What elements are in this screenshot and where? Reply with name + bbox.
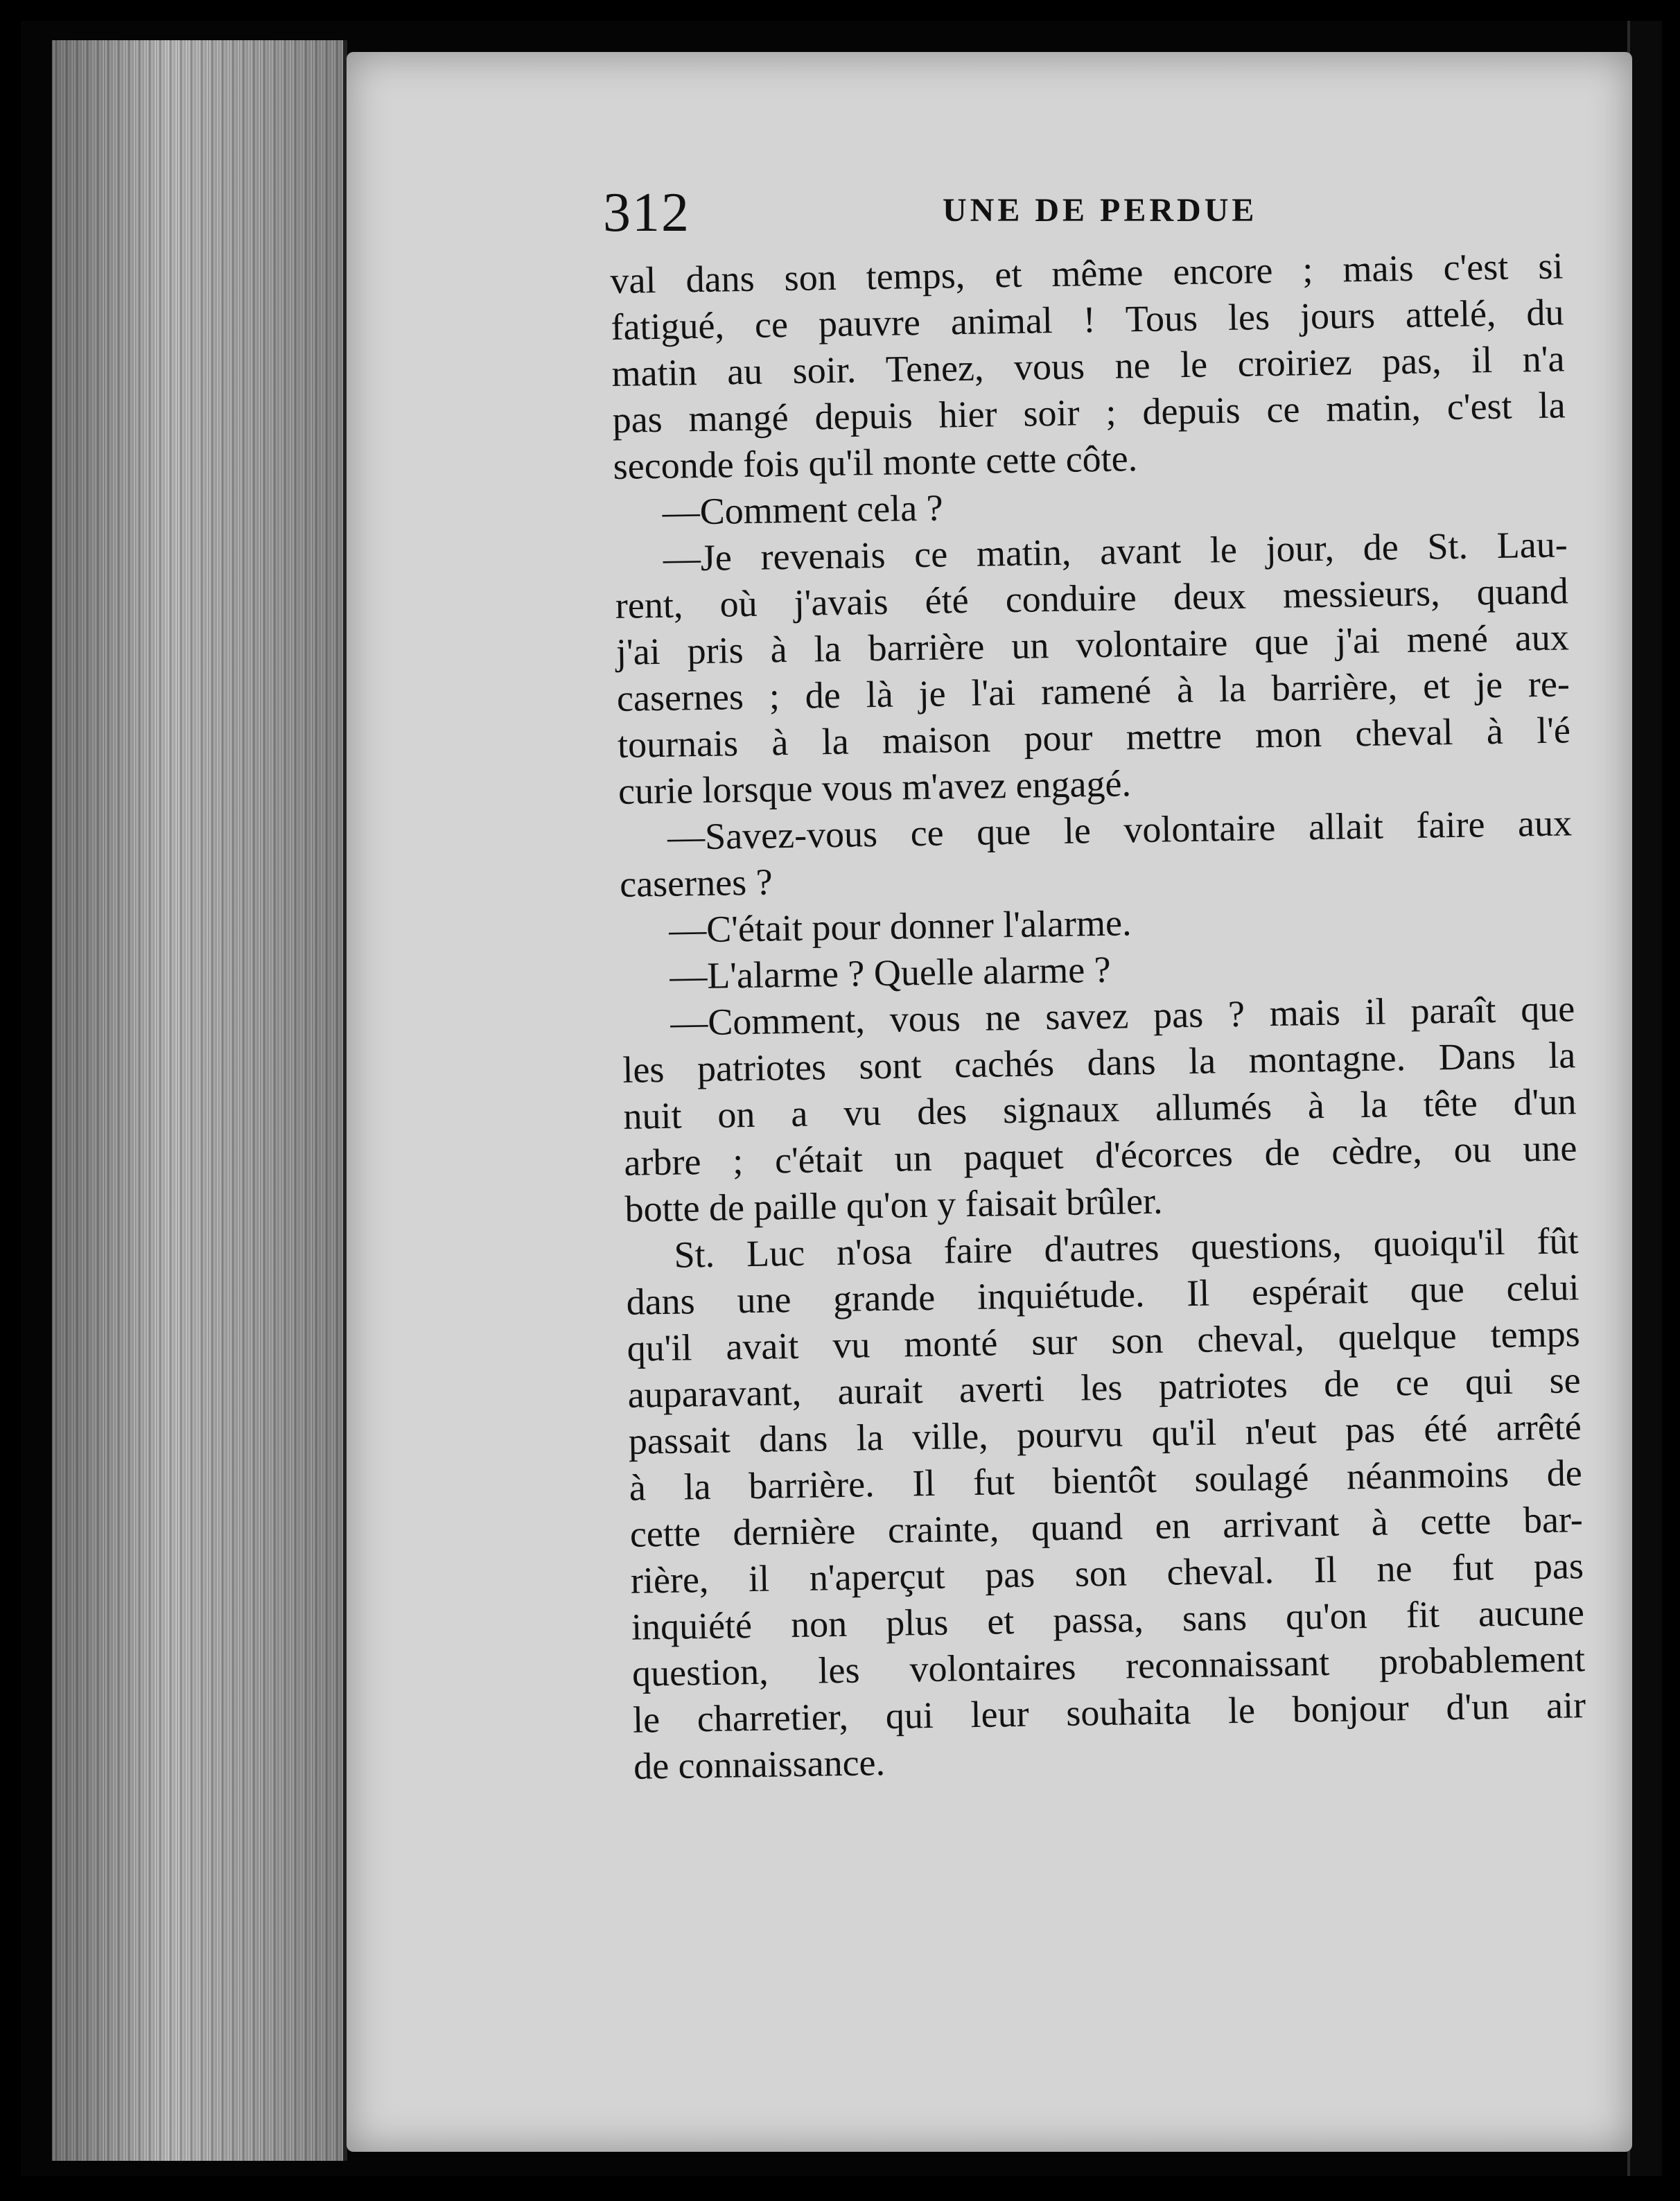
text-line: curie lorsque vous m'avez engagé.	[618, 762, 1132, 812]
text-line: rière, il n'aperçut pas son cheval. Il ne fut pas	[630, 1545, 1584, 1602]
text-line: question, les volontaires reconnaissant probablement	[631, 1638, 1586, 1694]
text-line: arbre ; c'était un paquet d'écorces de cèdre, ou une	[624, 1127, 1577, 1184]
text-line: le charretier, qui leur souhaita le bonjour d'un air	[632, 1684, 1586, 1741]
body-text	[610, 243, 1587, 1789]
text-line: qu'il avait vu monté sur son cheval, quelque temps	[627, 1313, 1581, 1369]
dialogue-line: —Comment, vous ne savez pas ? mais il paraît que	[670, 988, 1575, 1044]
text-line: nuit on a vu des signaux allumés à la tête d'un	[622, 1080, 1577, 1137]
dialogue-line: —L'alarme ? Quelle alarme ?	[669, 948, 1112, 997]
running-title: UNE DE PERDUE	[943, 192, 1258, 229]
text-line: casernes ; de là je l'ai ramené à la barrière, et je re-	[616, 663, 1570, 719]
text-line: rent, où j'avais été conduire deux messieurs, quand	[615, 570, 1569, 626]
text-line: tournais à la maison pour mettre mon cheval à l'é	[617, 709, 1571, 766]
text-line: auparavant, aurait averti les patriotes de ce qui se	[627, 1359, 1582, 1416]
text-line: à la barrière. Il fut bientôt soulagé néanmoins de	[629, 1452, 1583, 1509]
text-line: inquiété non plus et passa, sans qu'on fit aucune	[631, 1591, 1585, 1648]
text-line: j'ai pris à la barrière un volontaire que j'ai mené aux	[615, 616, 1570, 673]
paragraph-first-line: St. Luc n'osa faire d'autres questions, quoiqu'il fût	[674, 1220, 1579, 1276]
page-header	[603, 182, 1331, 244]
text-line: matin au soir. Tenez, vous ne le croiriez pas, il n'a	[611, 337, 1565, 394]
book-page-edges	[52, 40, 347, 2161]
page-number: 312	[603, 182, 690, 243]
text-line: fatigué, ce pauvre animal ! Tous les jours attelé, du	[611, 291, 1564, 348]
text-line: casernes ?	[619, 861, 773, 905]
text-line: les patriotes sont cachés dans la montagne. Dans la	[622, 1034, 1576, 1091]
text-line: pas mangé depuis hier soir ; depuis ce matin, c'est la	[612, 384, 1566, 441]
text-line: cette dernière crainte, quand en arrivant à cette bar-	[629, 1498, 1584, 1555]
dialogue-line: —Savez-vous ce que le volontaire allait faire aux	[667, 802, 1573, 858]
text-line: passait dans la ville, pourvu qu'il n'eut pas été arrêté	[628, 1405, 1582, 1462]
book-right-edge	[1627, 21, 1662, 2176]
dialogue-line: —C'était pour donner l'alarme.	[668, 902, 1132, 951]
text-line: botte de paille qu'on y faisait brûler.	[624, 1180, 1163, 1230]
text-line: de connaissance.	[633, 1742, 886, 1787]
text-line: dans une grande inquiétude. Il espérait que celui	[626, 1266, 1580, 1323]
dialogue-line: —Je revenais ce matin, avant le jour, de St. Lau-	[663, 523, 1568, 579]
text-line: val dans son temps, et même encore ; mais c'est si	[610, 245, 1564, 301]
dialogue-line: —Comment cela ?	[662, 486, 944, 533]
text-line: seconde fois qu'il monte cette côte.	[613, 437, 1138, 487]
